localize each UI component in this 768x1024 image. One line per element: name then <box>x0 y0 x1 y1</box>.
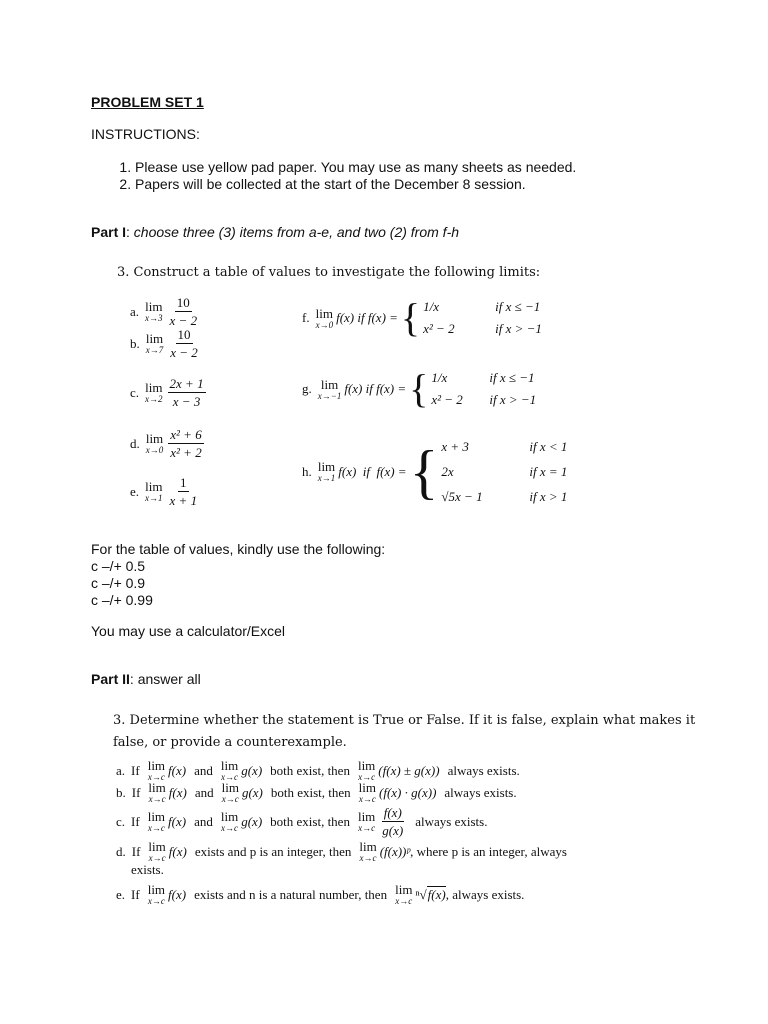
word-and: and <box>194 784 214 800</box>
word-if: If <box>131 813 140 829</box>
tail-text: , always exists. <box>445 886 525 902</box>
radicand: f(x) <box>427 887 446 902</box>
instruction-item: 2. Papers will be collected at the start of the December 8 session. <box>135 176 711 193</box>
lim-sub: x→−1 <box>317 390 342 401</box>
expression: (f(x) · g(x)) <box>379 784 437 800</box>
denominator: x − 2 <box>169 313 198 328</box>
part2-colon: : <box>129 671 138 687</box>
lim-word: lim <box>220 758 239 773</box>
denominator: x² + 2 <box>170 445 202 460</box>
word-if: If <box>131 843 141 859</box>
part2-text: answer all <box>137 671 201 687</box>
instructions-heading: INSTRUCTIONS: <box>91 126 200 142</box>
case-expr: 2x <box>441 463 454 479</box>
tail-text: , where p is an integer, always <box>410 843 567 859</box>
item-label: e. <box>130 483 140 499</box>
lim-sub: x→c <box>221 772 239 782</box>
mid-text: exists and n is a natural number, then <box>194 886 388 902</box>
case-expr: 1/x <box>431 370 448 385</box>
case-cond: if x < 1 <box>529 438 568 454</box>
numerator: f(x) <box>383 805 402 820</box>
limit-item-e <box>130 476 201 507</box>
item-label: b. <box>116 784 126 800</box>
item-label: a. <box>130 303 140 319</box>
lim-sub: x→c <box>147 772 165 782</box>
lim-sub: x→c <box>221 794 239 804</box>
limit-item-f <box>302 296 542 340</box>
fx: f(x) <box>168 784 187 800</box>
calculator-note: You may use a calculator/Excel <box>91 623 286 639</box>
item-label: a. <box>116 762 126 778</box>
tf-item-b <box>116 781 517 804</box>
lim-sub: x→c <box>147 823 165 833</box>
case-cond: if x > −1 <box>489 392 537 407</box>
limit-item-a <box>130 296 201 327</box>
lim-word: lim <box>148 839 166 854</box>
page-title: PROBLEM SET 1 <box>91 94 204 110</box>
numerator: 10 <box>177 327 191 342</box>
lim-word: lim <box>145 331 164 346</box>
lim-word: lim <box>145 479 163 494</box>
table-values-block <box>91 541 385 609</box>
case-expr: √5x − 1 <box>441 488 483 504</box>
fx: f(x) <box>168 886 187 902</box>
lim-sub: x→1 <box>317 473 336 483</box>
item-label: d. <box>130 435 140 451</box>
both-exist-text: both exist, then <box>270 762 350 778</box>
word-and: and <box>194 762 213 778</box>
lim-word: lim <box>317 459 336 474</box>
denominator: x − 2 <box>170 345 198 360</box>
lim-sub: x→c <box>148 853 166 863</box>
table-values-heading: For the table of values, kindly use the following: <box>91 541 386 557</box>
lim-sub: x→c <box>395 896 413 906</box>
item-label: c. <box>130 384 140 400</box>
lim-sub: x→c <box>359 853 377 863</box>
word-and: and <box>194 813 213 829</box>
left-brace: { <box>409 438 439 505</box>
lim-sub: x→c <box>358 772 376 782</box>
lim-word: lim <box>147 809 166 824</box>
numerator: 10 <box>176 295 190 310</box>
piecewise-cases <box>431 367 536 411</box>
case-expr: x + 3 <box>441 438 469 454</box>
lim-sub: x→7 <box>145 345 164 355</box>
lim-sub: x→c <box>358 794 376 804</box>
lim-word: lim <box>358 780 377 795</box>
table-value: c –/+ 0.9 <box>91 575 146 591</box>
case-expr: 1/x <box>423 299 440 314</box>
word-if: If <box>131 886 140 902</box>
table-value: c –/+ 0.5 <box>91 558 146 574</box>
tf-item-a <box>116 759 520 782</box>
limit-item-d <box>130 428 206 459</box>
part1-text: choose three (3) items from a-e, and two (2) from f-h <box>133 224 460 240</box>
function-def: f(x) if f(x) = <box>338 463 407 479</box>
item-label: e. <box>116 886 126 902</box>
tf-item-e <box>116 883 524 906</box>
gx: g(x) <box>241 813 263 829</box>
lim-word: lim <box>320 376 339 392</box>
word-if: If <box>131 762 140 778</box>
gx: g(x) <box>241 784 263 800</box>
lim-word: lim <box>145 431 164 446</box>
lim-word: lim <box>147 758 166 773</box>
lim-sub: x→1 <box>145 493 163 503</box>
fx: f(x) <box>168 843 187 859</box>
part1-heading <box>91 224 459 240</box>
lim-sub: x→0 <box>315 319 334 330</box>
piecewise-cases <box>423 296 542 340</box>
case-expr: x² − 2 <box>431 392 463 407</box>
tail-text: always exists. <box>415 813 488 829</box>
part1-label: Part I <box>91 224 127 240</box>
fx: f(x) <box>168 762 187 778</box>
item-label: f. <box>302 310 310 325</box>
lim-word: lim <box>221 780 239 795</box>
gx: g(x) <box>241 762 263 778</box>
piecewise-cases <box>441 434 567 509</box>
tf-item-c <box>116 806 487 837</box>
lim-word: lim <box>359 839 377 854</box>
lim-sub: x→c <box>148 794 166 804</box>
item-label: g. <box>302 381 312 396</box>
q3-tf-prompt-line1: 3. Determine whether the statement is True or False. If it is false, explain what makes it <box>113 713 696 728</box>
both-exist-text: both exist, then <box>270 813 350 829</box>
word-if: If <box>131 784 141 800</box>
lim-word: lim <box>395 882 413 897</box>
denominator: x + 1 <box>169 493 198 508</box>
item-label: c. <box>116 813 126 829</box>
q3-tf-prompt-line2: false, or provide a counterexample. <box>113 735 347 750</box>
lim-sub: x→c <box>358 823 376 833</box>
lim-sub: x→c <box>147 896 165 906</box>
lim-sub: x→c <box>221 823 239 833</box>
q3-limits-prompt: 3. Construct a table of values to investigate the following limits: <box>117 265 541 280</box>
limit-item-h <box>302 434 567 509</box>
item-label: b. <box>130 335 140 351</box>
limit-item-c <box>130 377 208 408</box>
limit-item-b <box>130 328 202 359</box>
item-label: h. <box>302 463 312 479</box>
numerator: x² + 6 <box>170 427 202 442</box>
tf-item-d-line2: exists. <box>131 862 164 877</box>
fx: f(x) <box>168 813 187 829</box>
left-brace: { <box>409 366 429 411</box>
numerator: 1 <box>180 475 187 490</box>
numerator: 2x + 1 <box>169 376 204 391</box>
part2-label: Part II <box>91 671 130 687</box>
lim-sub: x→2 <box>145 394 163 404</box>
both-exist-text: both exist, then <box>270 784 351 800</box>
lim-word: lim <box>357 809 376 824</box>
case-cond: if x = 1 <box>529 463 568 479</box>
case-cond: if x ≤ −1 <box>495 299 541 314</box>
denominator: x − 3 <box>172 394 201 409</box>
lim-word: lim <box>145 299 163 314</box>
denominator: g(x) <box>382 823 404 838</box>
limit-item-g <box>302 367 536 411</box>
expression: (f(x))ᵖ <box>379 843 411 859</box>
function-def: f(x) if f(x) = <box>344 381 407 396</box>
lim-sub: x→3 <box>145 313 163 323</box>
tail-text: always exists. <box>447 762 520 778</box>
left-brace: { <box>400 295 421 340</box>
tail-text: always exists. <box>444 784 517 800</box>
tf-item-d <box>116 840 567 863</box>
item-label: d. <box>116 843 126 859</box>
part1-colon: : <box>126 224 134 240</box>
case-cond: if x > −1 <box>495 321 542 336</box>
table-value: c –/+ 0.99 <box>91 592 153 608</box>
lim-word: lim <box>357 758 376 773</box>
lim-sub: x→0 <box>145 445 164 455</box>
mid-text: exists and p is an integer, then <box>194 843 352 859</box>
expression: (f(x) ± g(x)) <box>378 762 440 778</box>
case-cond: if x > 1 <box>529 488 568 504</box>
lim-word: lim <box>315 305 334 321</box>
lim-word: lim <box>145 380 163 395</box>
instruction-item: 1. Please use yellow pad paper. You may use as many sheets as needed. <box>135 159 711 176</box>
case-expr: x² − 2 <box>423 321 455 336</box>
case-cond: if x ≤ −1 <box>489 370 535 385</box>
function-def: f(x) if f(x) = <box>336 310 398 325</box>
instructions-list <box>91 159 711 193</box>
part2-heading <box>91 671 201 687</box>
nth-root-sign: ⁿ√ <box>415 886 427 902</box>
lim-word: lim <box>220 809 239 824</box>
lim-word: lim <box>147 882 166 897</box>
lim-word: lim <box>148 780 166 795</box>
